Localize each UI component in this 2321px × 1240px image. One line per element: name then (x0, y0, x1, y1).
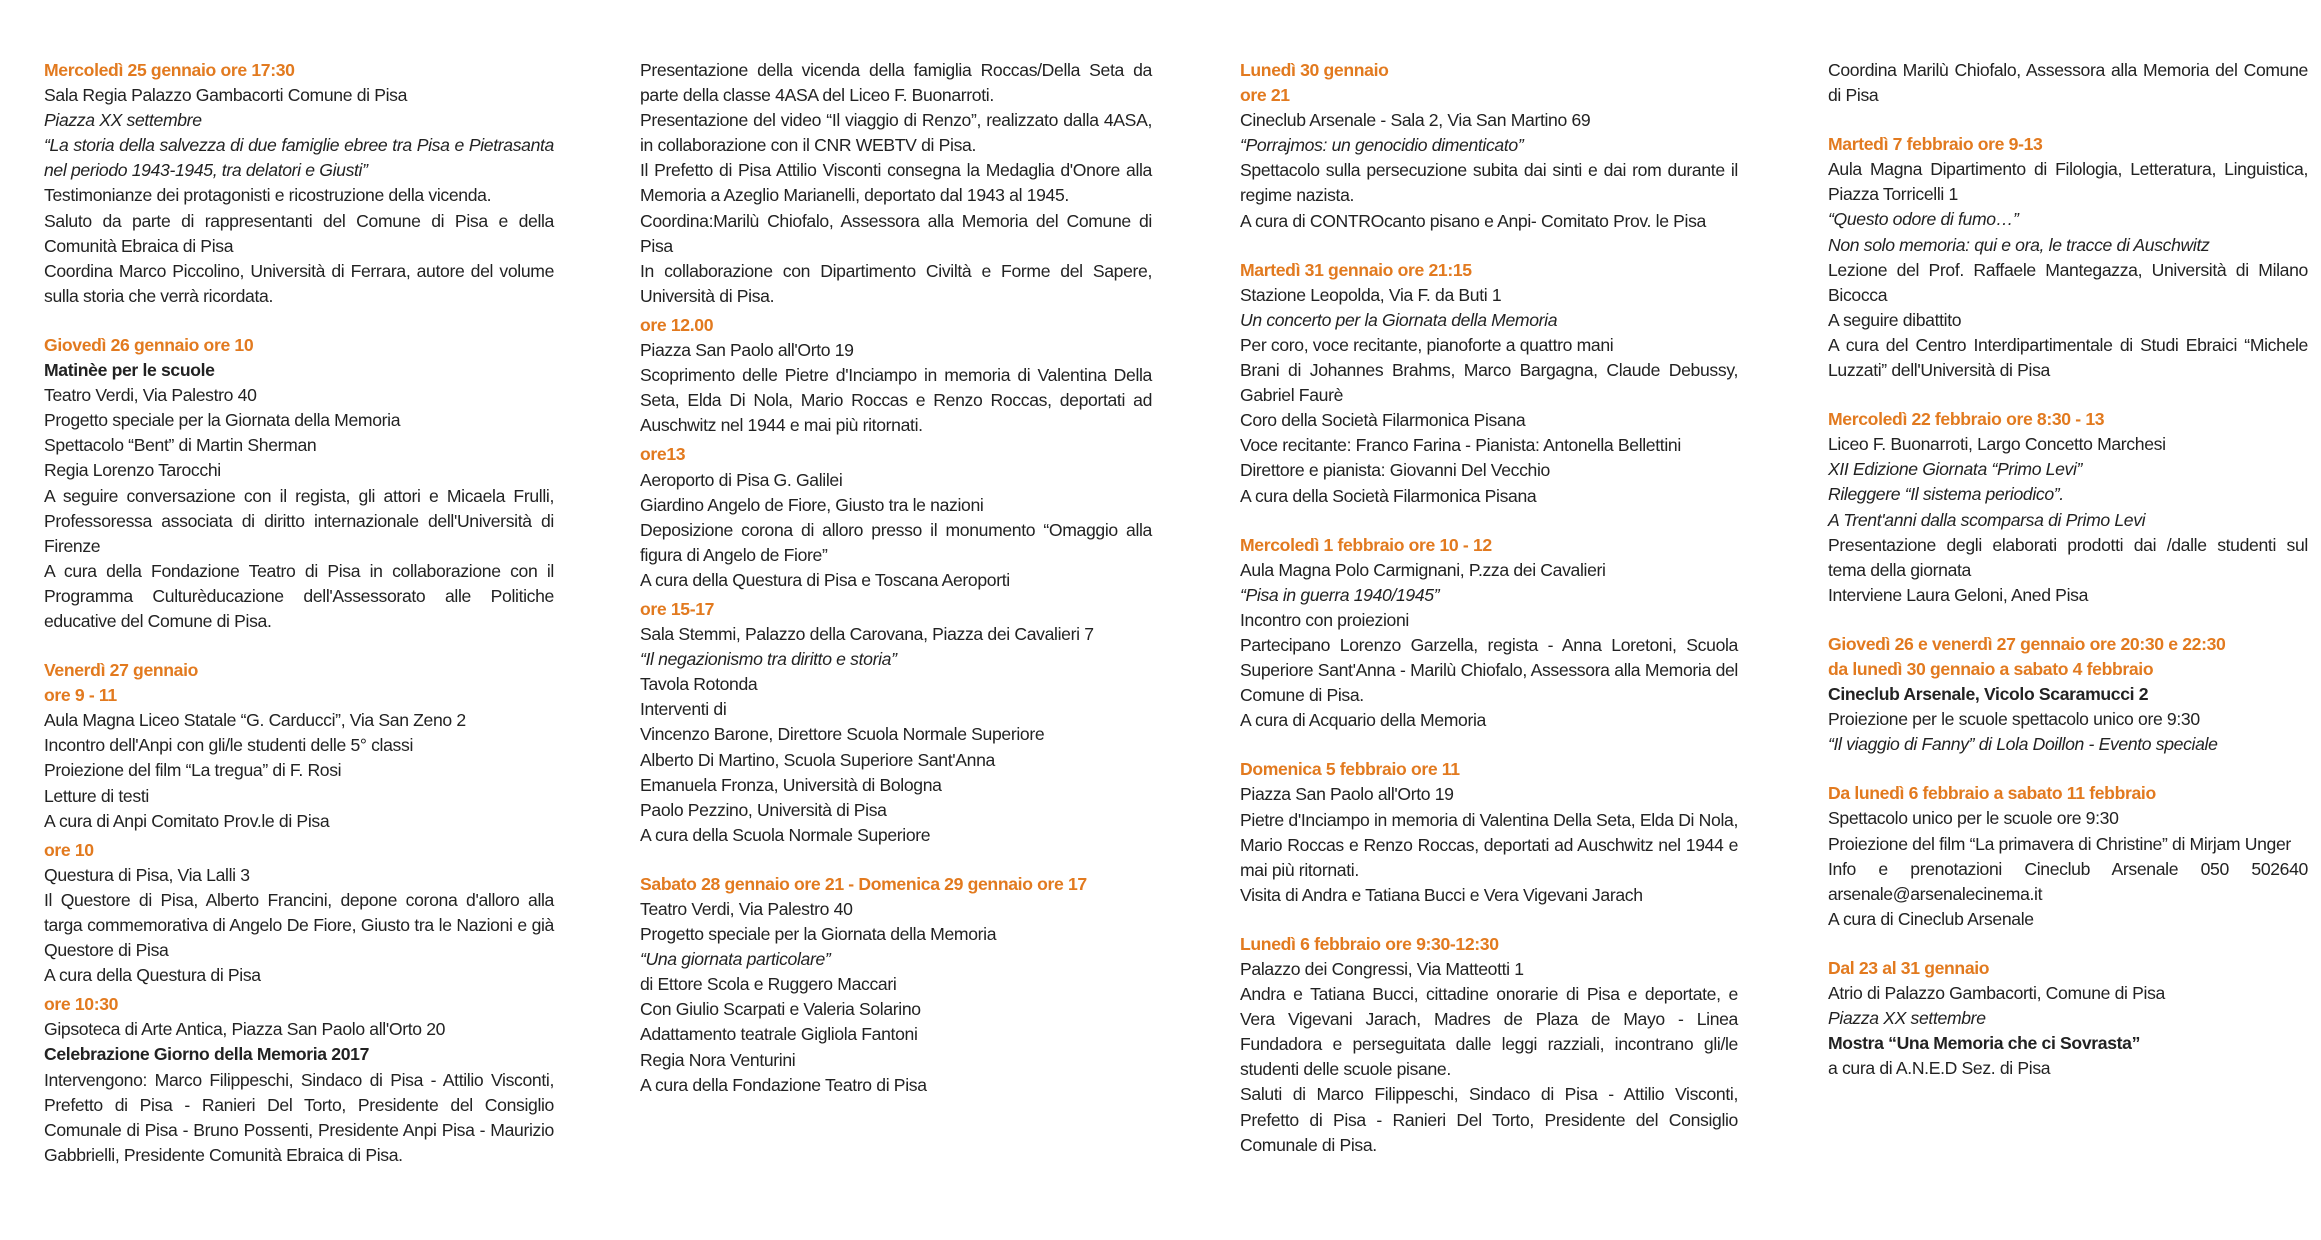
event-line: Adattamento teatrale Gigliola Fantoni (640, 1024, 918, 1045)
event-line: Progetto speciale per la Giornata della Memoria (44, 410, 401, 431)
event-line: A cura di Acquario della Memoria (1240, 710, 1486, 731)
event-line: Un concerto per la Giornata della Memoria (1240, 309, 1558, 330)
event-line: di Ettore Scola e Ruggero Maccari (640, 974, 897, 995)
event-line: Coordina:Marilù Chiofalo, Assessora alla Memoria del Comune di Pisa (640, 210, 1152, 256)
event-heading: Domenica 5 febbraio ore 11 (1240, 759, 1460, 780)
event-line: Saluto da parte di rappresentanti del Comune di Pisa e della Comunità Ebraica di Pisa (44, 210, 554, 256)
event-block (1240, 932, 1738, 1158)
event-line: Alberto Di Martino, Scuola Superiore Sant'Anna (640, 749, 995, 770)
event-line: A cura del Centro Interdipartimentale di Studi Ebraici “Michele Luzzati” dell'Università di Pisa (1828, 334, 2308, 381)
event-line: Teatro Verdi, Via Palestro 40 (44, 385, 257, 406)
event-line: Intervengono: Marco Filippeschi, Sindaco di Pisa - Attilio Visconti, Prefetto di Pisa - Ranieri Del Torto, Presidente del Consiglio Comunale di Pisa - Bruno Possenti, Presidente Anpi Pisa - Maurizio Gabbrielli, Presidente Comunità Ebraica di Pisa. (44, 1069, 554, 1165)
event-block (1828, 407, 2308, 608)
event-line: XII Edizione Giornata “Primo Levi” (1828, 459, 2083, 480)
event-line: Aeroporto di Pisa G. Galilei (640, 469, 843, 490)
event-line: Lezione del Prof. Raffaele Mantegazza, Università di Milano Bicocca (1828, 259, 2308, 305)
event-line: “Porrajmos: un genocidio dimenticato” (1240, 135, 1524, 156)
event-line: Presentazione degli elaborati prodotti dai /dalle studenti sul tema della giornata (1828, 534, 2308, 580)
event-line: Coordina Marilù Chiofalo, Assessora alla Memoria del Comune di Pisa (1828, 60, 2308, 106)
event-block (640, 872, 1152, 1098)
event-line: Con Giulio Scarpati e Valeria Solarino (640, 999, 921, 1020)
event-line: A seguire dibattito (1828, 309, 1962, 330)
event-line: A Trent'anni dalla scomparsa di Primo Levi (1828, 509, 2146, 530)
event-line: Sala Stemmi, Palazzo della Carovana, Piazza dei Cavalieri 7 (640, 624, 1094, 645)
event-heading: Dal 23 al 31 gennaio (1828, 957, 1990, 978)
event-heading: Giovedì 26 gennaio ore 10 (44, 334, 254, 355)
event-line: Proiezione per le scuole spettacolo unico ore 9:30 (1828, 709, 2200, 730)
event-line: Celebrazione Giorno della Memoria 2017 (44, 1044, 370, 1065)
event-heading: Mercoledì 1 febbraio ore 10 - 12 (1240, 534, 1492, 555)
event-heading: Martedì 31 gennaio ore 21:15 (1240, 259, 1472, 280)
event-line: A cura della Scuola Normale Superiore (640, 824, 931, 845)
event-line: Non solo memoria: qui e ora, le tracce di Auschwitz (1828, 234, 2210, 255)
event-line: A cura di Cineclub Arsenale (1828, 908, 2034, 929)
event-heading: Giovedì 26 e venerdì 27 gennaio ore 20:30 e 22:30 (1828, 633, 2226, 654)
event-line: Aula Magna Polo Carmignani, P.zza dei Cavalieri (1240, 559, 1606, 580)
event-block (640, 313, 1152, 438)
event-heading: Venerdì 27 gennaio (44, 660, 199, 681)
event-line: Proiezione del film “La primavera di Christine” di Mirjam Unger (1828, 833, 2291, 854)
event-line: A cura di CONTROcanto pisano e Anpi- Comitato Prov. le Pisa (1240, 210, 1706, 231)
event-line: Pietre d'Inciampo in memoria di Valentina Della Seta, Elda Di Nola, Mario Roccas e Renzo Roccas, deportati ad Auschwitz nel 1944 e mai più ritornati. (1240, 809, 1738, 880)
event-line: “Il negazionismo tra diritto e storia” (640, 649, 897, 670)
event-line: A cura di Anpi Comitato Prov.le di Pisa (44, 810, 330, 831)
event-heading: Mercoledì 25 gennaio ore 17:30 (44, 60, 295, 80)
event-heading: Sabato 28 gennaio ore 21 - Domenica 29 gennaio ore 17 (640, 873, 1087, 894)
event-block (44, 58, 554, 309)
event-line: Piazza San Paolo all'Orto 19 (1240, 784, 1454, 805)
event-heading: Da lunedì 6 febbraio a sabato 11 febbraio (1828, 783, 2156, 804)
event-line: “Una giornata particolare” (640, 949, 831, 970)
event-heading: ore13 (640, 444, 686, 465)
column-2 (640, 58, 1152, 1122)
event-heading: ore 21 (1240, 85, 1290, 106)
event-line: Atrio di Palazzo Gambacorti, Comune di Pisa (1828, 983, 2165, 1003)
event-block (1240, 757, 1738, 908)
event-block (1828, 956, 2308, 1081)
event-heading: da lunedì 30 gennaio a sabato 4 febbraio (1828, 658, 2154, 679)
event-heading: ore 10:30 (44, 994, 119, 1015)
event-block (640, 597, 1152, 848)
event-line: Visita di Andra e Tatiana Bucci e Vera Vigevani Jarach (1240, 884, 1643, 905)
event-line: Questura di Pisa, Via Lalli 3 (44, 864, 250, 885)
event-line: Scoprimento delle Pietre d'Inciampo in memoria di Valentina Della Seta, Elda Di Nola, Mario Roccas e Renzo Roccas, deportati ad Auschwitz nel 1944 e mai più ritornati. (640, 365, 1152, 436)
event-line: A cura della Questura di Pisa (44, 965, 261, 986)
event-line: Liceo F. Buonarroti, Largo Concetto Marchesi (1828, 434, 2166, 455)
event-line: Cineclub Arsenale - Sala 2, Via San Martino 69 (1240, 110, 1591, 131)
event-line: Coro della Società Filarmonica Pisana (1240, 410, 1526, 431)
event-line: Progetto speciale per la Giornata della Memoria (640, 924, 997, 945)
event-line: Teatro Verdi, Via Palestro 40 (640, 899, 853, 919)
event-block (1240, 58, 1738, 234)
event-line: A seguire conversazione con il regista, gli attori e Micaela Frulli, Professoressa associata di diritto internazionale dell'Università di Firenze (44, 485, 554, 556)
event-line: Info e prenotazioni Cineclub Arsenale 050 502640 arsenale@arsenalecinema.it (1828, 858, 2308, 904)
event-line: Voce recitante: Franco Farina - Pianista: Antonella Bellettini (1240, 435, 1681, 456)
event-block (640, 58, 1152, 309)
event-line: Incontro con proiezioni (1240, 609, 1409, 630)
event-line: “Pisa in guerra 1940/1945” (1240, 584, 1440, 605)
event-line: Regia Nora Venturini (640, 1049, 796, 1070)
event-line: Aula Magna Dipartimento di Filologia, Letteratura, Linguistica, Piazza Torricelli 1 (1828, 159, 2308, 205)
event-line: Paolo Pezzino, Università di Pisa (640, 799, 887, 820)
event-block (44, 992, 554, 1168)
column-4 (1828, 58, 2308, 1105)
event-line: a cura di A.N.E.D Sez. di Pisa (1828, 1058, 2051, 1079)
event-heading: ore 12.00 (640, 314, 714, 335)
event-block (1828, 781, 2308, 932)
event-line: Palazzo dei Congressi, Via Matteotti 1 (1240, 959, 1524, 979)
event-line: Spettacolo “Bent” di Martin Sherman (44, 435, 317, 456)
event-line: Mostra “Una Memoria che ci Sovrasta” (1828, 1033, 2141, 1054)
event-line: “Il viaggio di Fanny” di Lola Doillon - Evento speciale (1828, 734, 2218, 755)
event-line: Regia Lorenzo Tarocchi (44, 460, 221, 481)
event-block (1240, 258, 1738, 509)
column-1 (44, 58, 554, 1192)
event-line: A cura della Fondazione Teatro di Pisa in collaborazione con il Programma Culturèducazione dell'Assessorato alle Politiche educative del Comune di Pisa. (44, 560, 554, 631)
event-line: Piazza XX settembre (44, 110, 202, 131)
event-line: Interventi di (640, 699, 727, 720)
event-heading: Martedì 7 febbraio ore 9-13 (1828, 134, 2043, 155)
event-line: Tavola Rotonda (640, 674, 758, 695)
event-heading: ore 10 (44, 839, 94, 860)
column-3 (1240, 58, 1738, 1182)
event-line: A cura della Questura di Pisa e Toscana Aeroporti (640, 569, 1010, 590)
event-line: Presentazione della vicenda della famiglia Roccas/Della Seta da parte della classe 4ASA del Liceo F. Buonarroti. (640, 60, 1152, 106)
event-block (44, 838, 554, 989)
event-line: Cineclub Arsenale, Vicolo Scaramucci 2 (1828, 684, 2149, 705)
event-line: Direttore e pianista: Giovanni Del Vecchio (1240, 460, 1550, 481)
event-line: Piazza XX settembre (1828, 1008, 1986, 1029)
event-line: Sala Regia Palazzo Gambacorti Comune di Pisa (44, 85, 408, 106)
event-line: Saluti di Marco Filippeschi, Sindaco di Pisa - Attilio Visconti, Prefetto di Pisa - Ranieri Del Torto, Presidente del Consiglio Comunale di Pisa. (1240, 1084, 1738, 1155)
event-line: “La storia della salvezza di due famiglie ebree tra Pisa e Pietrasanta nel periodo 1943-1945, tra delatori e Giusti” (44, 135, 554, 181)
event-line: Aula Magna Liceo Statale “G. Carducci”, Via San Zeno 2 (44, 710, 466, 731)
event-line: A cura della Fondazione Teatro di Pisa (640, 1074, 927, 1095)
event-heading: Lunedì 30 gennaio (1240, 60, 1389, 80)
event-line: Interviene Laura Geloni, Aned Pisa (1828, 584, 2089, 605)
event-line: Coordina Marco Piccolino, Università di Ferrara, autore del volume sulla storia che verrà ricordata. (44, 260, 554, 306)
event-line: Gipsoteca di Arte Antica, Piazza San Paolo all'Orto 20 (44, 1019, 446, 1040)
event-line: Il Questore di Pisa, Alberto Francini, depone corona d'alloro alla targa commemorativa di Angelo De Fiore, Giusto tra le Nazioni e già Questore di Pisa (44, 889, 554, 961)
event-block (1828, 58, 2308, 108)
event-heading: ore 15-17 (640, 598, 715, 619)
event-line: In collaborazione con Dipartimento Civiltà e Forme del Sapere, Università di Pisa. (640, 260, 1152, 306)
event-line: Il Prefetto di Pisa Attilio Visconti consegna la Medaglia d'Onore alla Memoria a Azeglio Marianelli, deportato dal 1943 al 1945. (640, 160, 1152, 206)
event-heading: ore 9 - 11 (44, 685, 117, 706)
event-line: Partecipano Lorenzo Garzella, regista - Anna Loretoni, Scuola Superiore Sant'Anna - Marilù Chiofalo, Assessora alla Memoria del Comune di Pisa. (1240, 634, 1738, 706)
event-line: Matinèe per le scuole (44, 360, 215, 381)
event-line: “Questo odore di fumo…” (1828, 209, 2019, 230)
event-line: Deposizione corona di alloro presso il monumento “Omaggio alla figura di Angelo de Fiore” (640, 519, 1152, 565)
event-line: Per coro, voce recitante, pianoforte a quattro mani (1240, 334, 1614, 355)
event-line: Emanuela Fronza, Università di Bologna (640, 774, 942, 795)
event-line: Brani di Johannes Brahms, Marco Bargagna, Claude Debussy, Gabriel Faurè (1240, 360, 1738, 406)
event-heading: Lunedì 6 febbraio ore 9:30-12:30 (1240, 933, 1499, 954)
event-line: Rileggere “Il sistema periodico”. (1828, 484, 2064, 505)
event-line: Piazza San Paolo all'Orto 19 (640, 340, 854, 361)
event-block (1240, 533, 1738, 734)
event-line: Letture di testi (44, 785, 149, 806)
event-line: Giardino Angelo de Fiore, Giusto tra le nazioni (640, 494, 984, 515)
event-line: Incontro dell'Anpi con gli/le studenti delle 5° classi (44, 735, 414, 756)
event-line: Andra e Tatiana Bucci, cittadine onorarie di Pisa e deportate, e Vera Vigevani Jarach, Madres de Plaza de Mayo - Linea Fundadora e perseguitata dalle leggi razziali, incontrano gli/le studenti delle scuole pisane. (1240, 984, 1738, 1080)
event-block (1828, 132, 2308, 383)
event-block (44, 658, 554, 834)
event-line: Presentazione del video “Il viaggio di Renzo”, realizzato dalla 4ASA, in collaborazione con il CNR WEBTV di Pisa. (640, 110, 1152, 156)
event-line: A cura della Società Filarmonica Pisana (1240, 485, 1537, 506)
event-line: Proiezione del film “La tregua” di F. Rosi (44, 760, 342, 781)
event-line: Spettacolo sulla persecuzione subita dai sinti e dai rom durante il regime nazista. (1240, 160, 1738, 206)
event-heading: Mercoledì 22 febbraio ore 8:30 - 13 (1828, 409, 2105, 430)
event-block (640, 442, 1152, 593)
event-line: Stazione Leopolda, Via F. da Buti 1 (1240, 284, 1502, 305)
event-line: Testimonianze dei protagonisti e ricostruzione della vicenda. (44, 185, 492, 206)
event-block (44, 333, 554, 634)
event-block (1828, 632, 2308, 757)
event-line: Spettacolo unico per le scuole ore 9:30 (1828, 808, 2119, 829)
event-line: Vincenzo Barone, Direttore Scuola Normale Superiore (640, 724, 1045, 745)
